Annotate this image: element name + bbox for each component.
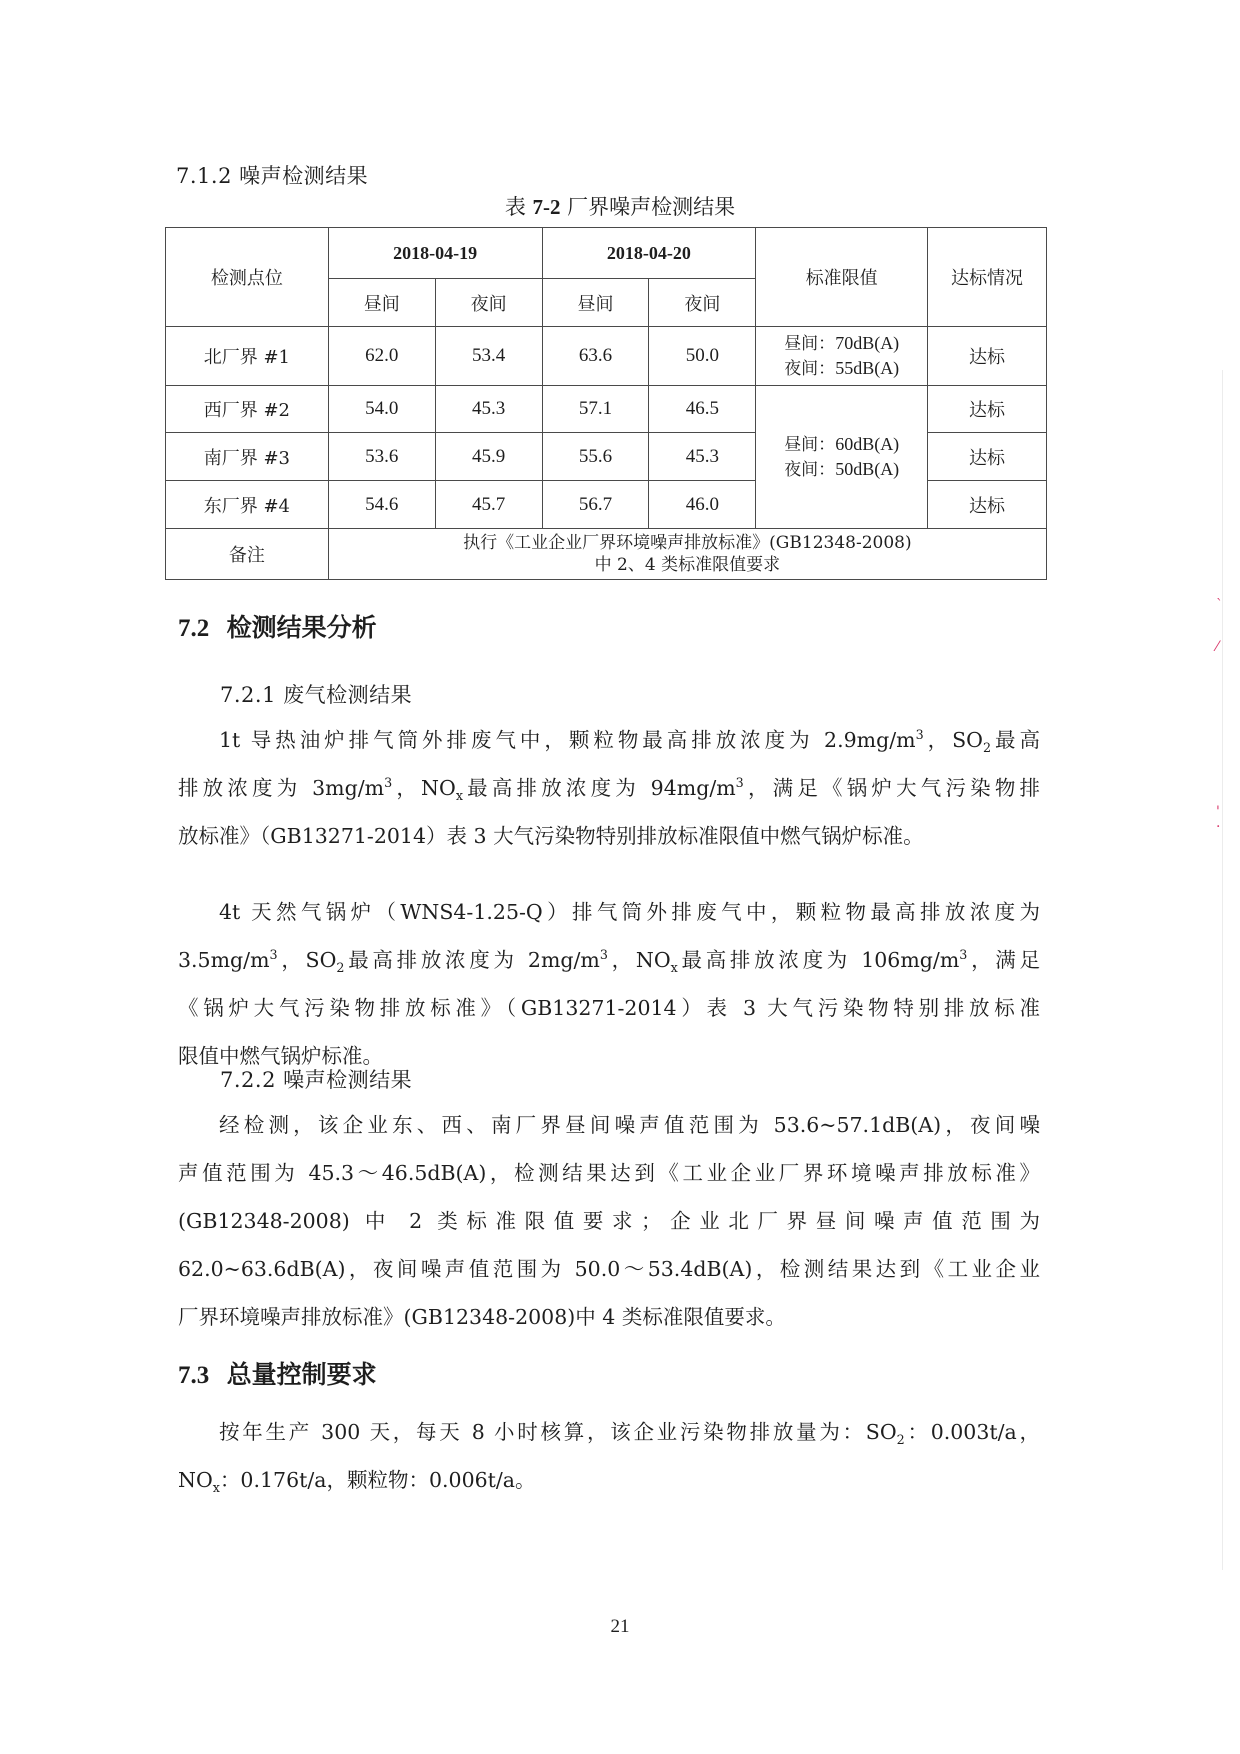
value-cell: 63.6 — [542, 327, 649, 386]
paragraph-line: $NO_x$：0.176t/a，颗粒物：0.006t/a。 — [178, 1468, 536, 1496]
limit-night-value: 50dB(A) — [835, 459, 900, 479]
scan-edge-line — [1222, 370, 1223, 1570]
limit-day-label: 昼间： — [784, 334, 836, 354]
limit-day — [756, 331, 927, 356]
remark-row — [166, 529, 1047, 580]
header-date-1: 2018-04-19 — [328, 228, 542, 279]
section-heading-7-3 — [178, 1359, 377, 1392]
section-number: 7.2 — [178, 615, 210, 642]
header-location: 检测点位 — [166, 228, 329, 327]
paragraph-noise-analysis — [178, 1101, 1040, 1341]
location-cell: 西厂界 #2 — [166, 386, 329, 433]
paragraph-line: 《锅炉大气污染物排放标准》（GB13271-2014）表 3 大气污染物特别排放标准 — [178, 996, 1040, 1020]
paragraph-line: 4t 天然气锅炉（WNS4-1.25-Q）排气筒外排废气中，颗粒物最高排放浓度为 — [219, 900, 1040, 924]
limit-cell — [756, 327, 928, 386]
header-period-night: 夜间 — [435, 279, 542, 327]
location-cell: 东厂界 #4 — [166, 481, 329, 529]
paragraph-line: 放标准》（GB13271-2014）表 3 大气污染物特别排放标准限值中燃气锅炉标准。 — [178, 824, 924, 848]
value-cell: 55.6 — [542, 433, 649, 481]
location-cell: 南厂界 #3 — [166, 433, 329, 481]
header-period-day: 昼间 — [542, 279, 649, 327]
paragraph-line: 限值中燃气锅炉标准。 — [178, 1044, 383, 1068]
paragraph-line: 厂界环境噪声排放标准》(GB12348-2008)中 4 类标准限值要求。 — [178, 1305, 786, 1329]
value-cell: 62.0 — [328, 327, 435, 386]
status-cell: 达标 — [928, 327, 1047, 386]
value-cell: 54.0 — [328, 386, 435, 433]
seal-stamp-fragment: ⁄ — [1216, 639, 1219, 655]
paragraph-gas-boiler-emissions — [178, 888, 1040, 1080]
remark-label-cell: 备注 — [166, 529, 329, 580]
section-number: 7.3 — [178, 1362, 210, 1389]
table-caption — [0, 193, 1240, 221]
paragraph-line: (GB12348-2008) 中 2 类标准限值要求；企业北厂界昼间噪声值范围为 — [178, 1209, 1040, 1233]
location-cell: 北厂界 #1 — [166, 327, 329, 386]
section-heading-7-2 — [178, 612, 377, 645]
section-title: 检测结果分析 — [226, 613, 377, 642]
table-row — [166, 386, 1047, 433]
header-period-day: 昼间 — [328, 279, 435, 327]
status-cell: 达标 — [928, 481, 1047, 529]
seal-stamp-fragment: · — [1216, 819, 1221, 835]
value-cell: 45.3 — [649, 433, 756, 481]
limit-night — [756, 356, 927, 381]
header-status: 达标情况 — [928, 228, 1047, 327]
paragraph-line: 声值范围为 45.3～46.5dB(A)，检测结果达到《工业企业厂界环境噪声排放标准》 — [178, 1161, 1040, 1185]
status-cell: 达标 — [928, 433, 1047, 481]
value-cell: 50.0 — [649, 327, 756, 386]
limit-day — [756, 432, 927, 457]
subsection-heading-7-1-2: 7.1.2 噪声检测结果 — [176, 164, 369, 188]
limit-cell — [756, 386, 928, 529]
remark-content-cell — [328, 529, 1046, 580]
limit-night-label: 夜间： — [784, 359, 836, 379]
header-limit: 标准限值 — [756, 228, 928, 327]
caption-prefix: 表 — [504, 195, 533, 219]
value-cell: 46.0 — [649, 481, 756, 529]
value-cell: 53.6 — [328, 433, 435, 481]
noise-results-table — [165, 227, 1047, 580]
paragraph-total-control — [178, 1408, 1040, 1504]
value-cell: 46.5 — [649, 386, 756, 433]
page-number: 21 — [610, 1616, 630, 1637]
paragraph-line: 62.0~63.6dB(A)，夜间噪声值范围为 50.0～53.4dB(A)，检测结果达到《工业企业 — [178, 1257, 1040, 1281]
paragraph-line: 经检测，该企业东、西、南厂界昼间噪声值范围为 53.6~57.1dB(A)，夜间噪 — [219, 1113, 1040, 1137]
limit-day-value: 60dB(A) — [835, 434, 900, 454]
limit-night-label: 夜间： — [784, 460, 836, 480]
remark-line-1: 执行《工业企业厂界环境噪声排放标准》(GB12348-2008) — [463, 533, 912, 553]
value-cell: 56.7 — [542, 481, 649, 529]
limit-day-label: 昼间： — [784, 435, 836, 455]
value-cell: 45.7 — [435, 481, 542, 529]
header-date-2: 2018-04-20 — [542, 228, 756, 279]
status-cell: 达标 — [928, 386, 1047, 433]
paragraph-line: 按年生产 300 天，每天 8 小时核算，该企业污染物排放量为：$SO_2$：0.003t/a， — [219, 1420, 1040, 1448]
paragraph-oil-furnace-emissions — [178, 716, 1040, 860]
seal-stamp-fragment: ' — [1216, 804, 1220, 820]
limit-day-value: 70dB(A) — [835, 333, 900, 353]
value-cell: 45.3 — [435, 386, 542, 433]
value-cell: 53.4 — [435, 327, 542, 386]
table-header-row — [166, 228, 1047, 279]
paragraph-line: 排放浓度为 $3mg/m^3$，$NO_x$最高排放浓度为 $94mg/m^3$，满足《锅炉大气污染物排 — [178, 775, 1041, 804]
header-period-night: 夜间 — [649, 279, 756, 327]
caption-title: 厂界噪声检测结果 — [560, 195, 736, 219]
table-row — [166, 327, 1047, 386]
limit-night-value: 55dB(A) — [835, 358, 900, 378]
subsection-heading-7-2-1: 7.2.1 废气检测结果 — [220, 683, 413, 707]
section-title: 总量控制要求 — [226, 1360, 377, 1389]
remark-line-2: 中 2、4 类标准限值要求 — [594, 555, 781, 575]
caption-number: 7-2 — [532, 195, 561, 219]
value-cell: 54.6 — [328, 481, 435, 529]
value-cell: 57.1 — [542, 386, 649, 433]
limit-night — [756, 457, 927, 482]
seal-stamp-fragment: ˋ — [1216, 597, 1223, 613]
value-cell: 45.9 — [435, 433, 542, 481]
paragraph-line: $3.5mg/m^3$，$SO_2$最高排放浓度为 $2mg/m^3$，$NO_x$最高排放浓度为 $106mg/m^3$，满足 — [178, 947, 1040, 976]
subsection-heading-7-2-2: 7.2.2 噪声检测结果 — [220, 1068, 413, 1092]
paragraph-line: 1t 导热油炉排气筒外排废气中，颗粒物最高排放浓度为 $2.9mg/m^3$，$SO_2$最高 — [219, 727, 1041, 756]
